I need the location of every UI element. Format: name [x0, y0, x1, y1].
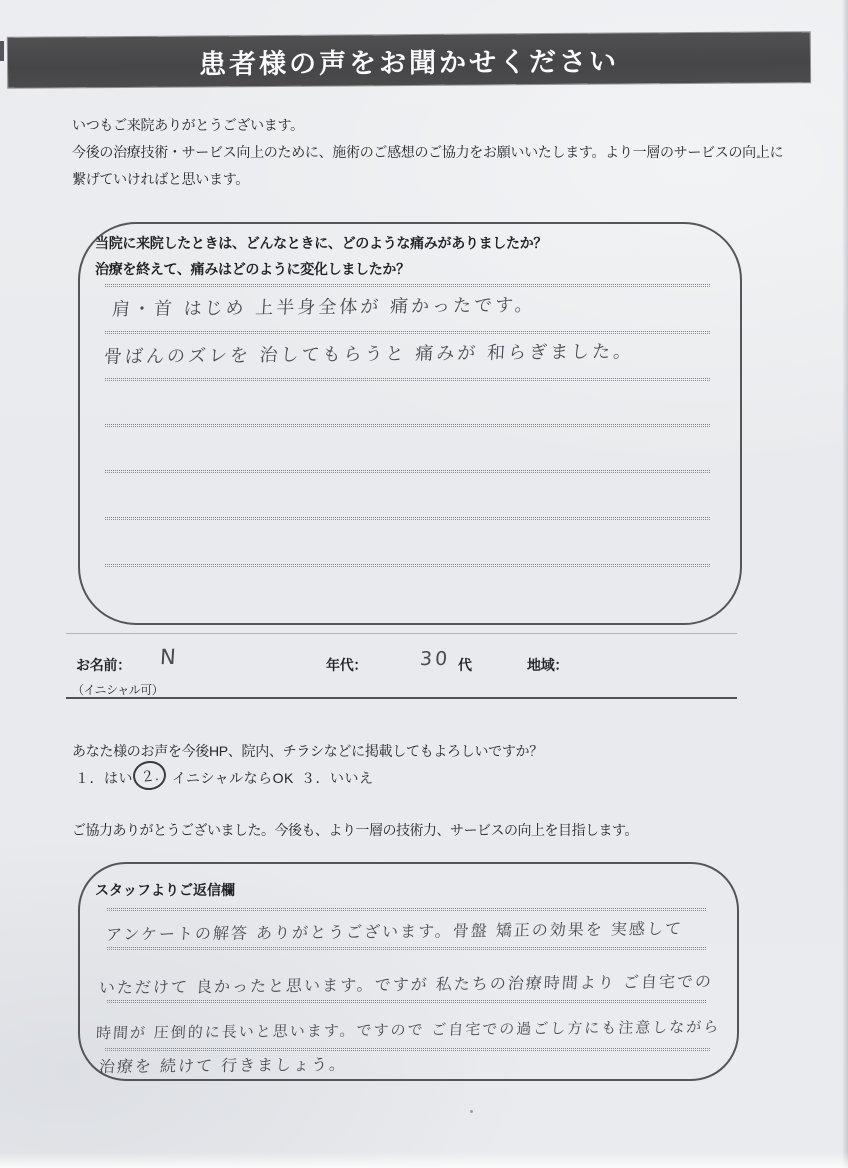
age-value-handwritten: 30	[419, 647, 451, 671]
consent-option-2-label: イニシャルならOK	[172, 770, 294, 786]
staff-reply-line-4: 治療を 続けて 行きましょう。	[98, 1054, 348, 1077]
ruled-line	[105, 424, 710, 427]
page-title: 患者様の声をお聞かせください	[198, 46, 620, 79]
intro-line: いつもご来院ありがとうございます。	[72, 117, 304, 133]
consent-option-1: １．はい	[75, 770, 133, 786]
ruled-line	[105, 284, 710, 287]
ruled-line	[105, 1048, 710, 1051]
ruled-line	[107, 1000, 706, 1003]
paper-edge-shade	[842, 0, 848, 1168]
ruled-line	[105, 378, 710, 381]
consent-option-3: ３．いいえ	[301, 770, 374, 786]
staff-reply-line-1: アンケートの解答 ありがとうございます。骨盤 矯正の効果を 実感して	[105, 918, 684, 945]
consent-question: あなた様のお声を今後HP、院内、チラシなどに掲載してもよろしいですか？	[72, 743, 543, 759]
name-value-handwritten: N	[159, 644, 180, 670]
consent-option-2-number: ２.	[139, 766, 160, 785]
staff-reply-line-2: いただけて 良かったと思います。ですが 私たちの治療時間より ご自宅での	[98, 971, 714, 998]
ruled-line	[105, 517, 710, 520]
intro-line: 今後の治療技術・サービス向上のために、施術のご感想のご協力をお願いいたします。より一層のサービスの向上に	[72, 144, 784, 160]
consent-option-2-selected-circle	[131, 759, 167, 792]
ruled-line	[105, 331, 710, 334]
intro-line: 繋げていければと思います。	[72, 171, 249, 187]
question-line-2: 治療を終えて、痛みはどのように変化しましたか？	[95, 261, 410, 277]
thanks-text: ご協力ありがとうございました。今後も、より一層の技術力、サービスの向上を目指します。	[72, 822, 638, 838]
profile-row-top-line	[66, 633, 737, 634]
age-label: 年代：	[326, 657, 368, 673]
handwritten-answer-line-1: 肩・首 はじめ 上半身全体が 痛かったです。	[111, 294, 537, 321]
scanner-mark	[0, 41, 4, 61]
staff-reply-header: スタッフよりご返信欄	[95, 882, 235, 898]
age-suffix: 代	[458, 657, 472, 673]
title-bar	[8, 32, 810, 88]
name-note: （イニシャル可）	[72, 683, 164, 697]
staff-reply-line-3: 時間が 圧倒的に長いと思います。ですので ご自宅での過ごし方にも注意しながら	[95, 1017, 721, 1043]
ruled-line	[107, 947, 706, 950]
region-label: 地域：	[527, 657, 569, 673]
name-label: お名前：	[76, 657, 131, 673]
question-line-1: 当院に来院したときは、どんなときに、どのような痛みがありましたか？	[95, 235, 548, 251]
paper-bottom-highlight	[0, 1152, 848, 1168]
intro-paragraph	[72, 112, 783, 193]
profile-row-bottom-line	[66, 697, 737, 699]
ruled-line	[105, 564, 710, 567]
scan-speck	[470, 1110, 473, 1113]
handwritten-answer-line-2: 骨ばんのズレを 治してもらうと 痛みが 和らぎました。	[103, 341, 635, 368]
ruled-line	[107, 908, 706, 911]
ruled-line	[105, 470, 710, 473]
